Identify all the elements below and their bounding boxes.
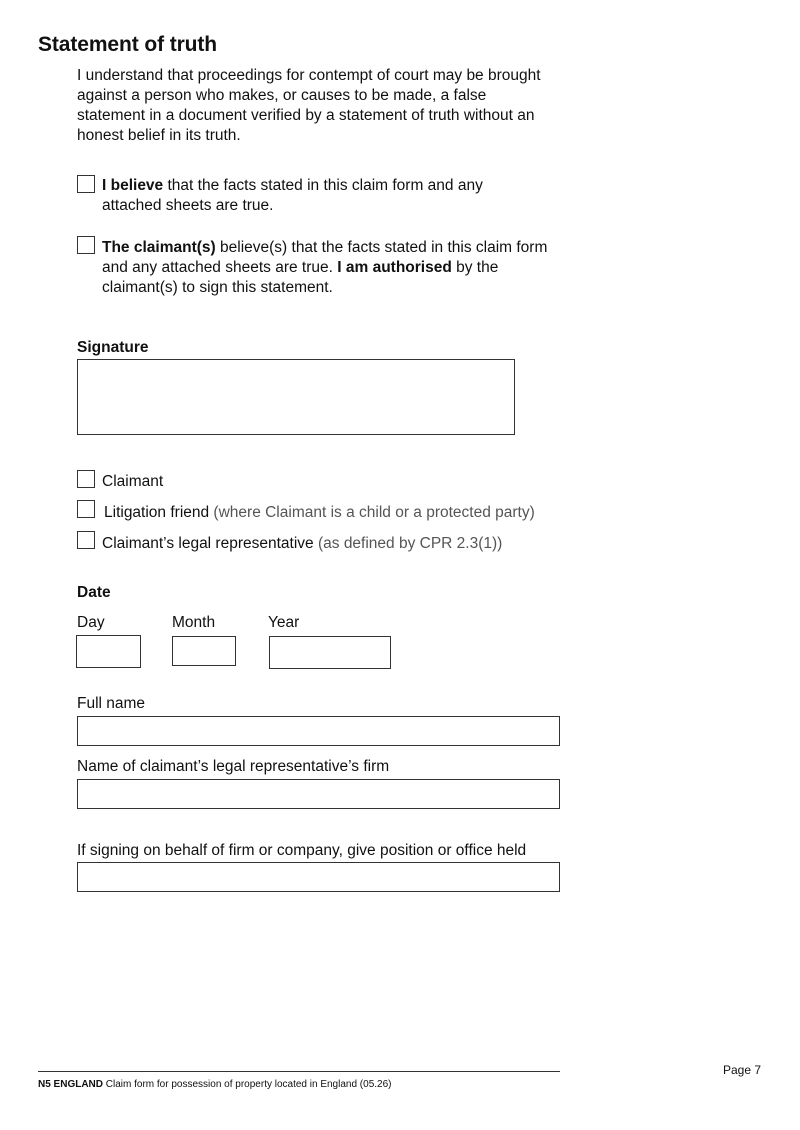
litigation-friend-text: Litigation friend xyxy=(104,504,210,521)
litigation-friend-note: (where Claimant is a child or a protected party) xyxy=(209,504,535,521)
claimants-bold: The claimant(s) xyxy=(102,239,216,256)
position-label: If signing on behalf of firm or company, give position or office held xyxy=(77,842,527,859)
day-input[interactable] xyxy=(76,635,141,668)
legal-rep-checkbox[interactable] xyxy=(77,531,95,549)
footer-form-reference xyxy=(38,1079,392,1090)
authorised-bold: I am authorised xyxy=(337,259,452,276)
claimant-believes-checkbox[interactable] xyxy=(77,236,95,254)
litigation-friend-label xyxy=(104,504,535,522)
contempt-warning-text: I understand that proceedings for contempt of court may be brought against a person who makes, or causes to be made, a false statement in a document verified by a statement of truth without an honest belief in its truth. xyxy=(77,67,541,144)
i-believe-statement xyxy=(102,176,542,216)
day-label: Day xyxy=(77,614,105,631)
claimants-mid: believe(s) that the facts stated in this claim form and any attached sheets are true. xyxy=(102,239,548,276)
legal-rep-text: Claimant’s legal representative xyxy=(102,535,314,552)
position-input[interactable] xyxy=(77,862,560,892)
section-heading: Statement of truth xyxy=(38,33,218,56)
full-name-label: Full name xyxy=(77,695,146,712)
i-believe-rest: that the facts stated in this claim form and any attached sheets are true. xyxy=(102,177,483,214)
i-believe-checkbox[interactable] xyxy=(77,175,95,193)
firm-name-label: Name of claimant’s legal representative’s firm xyxy=(77,758,390,775)
full-name-input[interactable] xyxy=(77,716,560,746)
litigation-friend-checkbox[interactable] xyxy=(77,500,95,518)
signature-box[interactable] xyxy=(77,359,515,435)
legal-rep-label xyxy=(102,535,502,553)
i-believe-bold: I believe xyxy=(102,177,164,194)
page-number: Page 7 xyxy=(723,1063,762,1077)
firm-name-input[interactable] xyxy=(77,779,560,809)
year-input[interactable] xyxy=(269,636,391,669)
footer-divider xyxy=(38,1071,560,1072)
claimant-believes-statement xyxy=(102,238,562,298)
footer-form-title: Claim form for possession of property located in England (05.26) xyxy=(103,1079,392,1090)
claimant-role-label: Claimant xyxy=(102,473,164,490)
month-label: Month xyxy=(172,614,216,631)
signature-label: Signature xyxy=(77,339,149,356)
month-input[interactable] xyxy=(172,636,236,666)
date-label: Date xyxy=(77,584,111,601)
legal-rep-note: (as defined by CPR 2.3(1)) xyxy=(313,535,503,552)
year-label: Year xyxy=(268,614,300,631)
footer-form-code: N5 ENGLAND xyxy=(38,1079,104,1090)
claimant-role-checkbox[interactable] xyxy=(77,470,95,488)
claimants-rest: by the claimant(s) to sign this statement. xyxy=(102,259,499,296)
